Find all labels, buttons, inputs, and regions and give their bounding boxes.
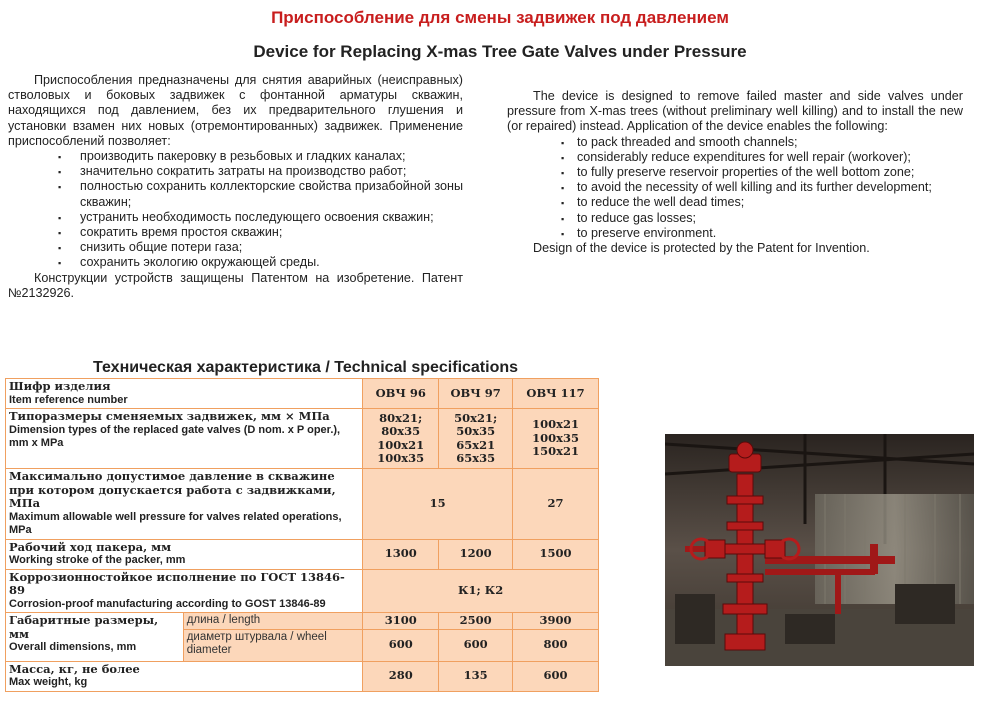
- table-cell: 1500: [513, 539, 599, 569]
- russian-intro: Приспособления предназначены для снятия аварийных (неисправных) стволовых и боковых задвижек с фонтанной арматуры скважин, находящихся под давлением, без их предварительного глушения и установки взамен них новых (отремонтированных) задвижек. Применение приспособлений позволяет:: [8, 73, 463, 148]
- table-cell: 3900: [513, 613, 599, 630]
- table-cell: 27: [513, 469, 599, 540]
- list-item-text: полностью сохранить коллекторские свойства призабойной зоны скважин;: [80, 179, 463, 209]
- bullet-icon: ▪: [58, 182, 62, 193]
- table-cell: 3100: [363, 613, 439, 630]
- table-row: [6, 379, 599, 409]
- bullet-icon: ▪: [58, 167, 62, 178]
- table-row: [6, 539, 599, 569]
- english-intro: The device is designed to remove failed master and side valves under pressure from X-mas trees (without preliminary well killing) and to install the new (or repaired) instead. Application of the device enables the following:: [507, 89, 963, 134]
- label-ru: Шифр изделия: [9, 379, 111, 393]
- table-cell: 2500: [439, 613, 513, 630]
- list-item: [561, 134, 963, 150]
- label-en: Overall dimensions, mm: [9, 641, 137, 653]
- bullet-icon: ▪: [561, 198, 565, 209]
- list-item-text: considerably reduce expenditures for well repair (workover);: [577, 149, 911, 164]
- mass-label: [6, 661, 363, 691]
- bullet-icon: ▪: [561, 213, 565, 224]
- list-item: [58, 164, 463, 179]
- table-cell: 1300: [363, 539, 439, 569]
- table-row: [6, 661, 599, 691]
- list-item-text: значительно сократить затраты на производство работ;: [80, 164, 407, 179]
- label-en: Maximum allowable well pressure for valves related operations, MPa: [9, 510, 342, 536]
- label-en: Max weight, kg: [9, 676, 88, 688]
- table-cell: 50x21; 50x35 65x21 65x35: [439, 409, 513, 469]
- label-en: Dimension types of the replaced gate valves (D nom. x P oper.), mm x MPa: [9, 423, 341, 449]
- list-item-text: производить пакеровку в резьбовых и гладких каналах;: [80, 149, 406, 164]
- label-ru: Габаритные размеры, мм: [9, 613, 159, 641]
- item-label: [6, 379, 363, 409]
- dimensions-label: [6, 409, 363, 469]
- label-ru: Типоразмеры сменяемых задвижек, мм × МПа: [9, 409, 330, 423]
- bullet-icon: ▪: [561, 168, 565, 179]
- list-item-text: устранить необходимость последующего освоения скважин;: [80, 209, 434, 224]
- bullet-icon: ▪: [58, 258, 62, 269]
- list-item: [561, 180, 963, 195]
- list-item: [58, 149, 463, 164]
- table-cell: 600: [513, 661, 599, 691]
- table-cell: 1200: [439, 539, 513, 569]
- english-benefits-list: [507, 135, 963, 241]
- list-item: [561, 225, 963, 241]
- list-item: [58, 225, 463, 240]
- table-cell: 15: [363, 469, 513, 540]
- bullet-icon: ▪: [561, 152, 565, 163]
- bullet-icon: ▪: [58, 228, 62, 239]
- label-en: Working stroke of the packer, mm: [9, 554, 186, 566]
- english-patent: Design of the device is protected by the Patent for Invention.: [533, 241, 870, 256]
- bullet-icon: ▪: [58, 212, 62, 223]
- list-item-text: снизить общие потери газа;: [80, 240, 243, 255]
- list-item: [561, 165, 963, 180]
- list-item: [58, 255, 463, 270]
- title-english: Device for Replacing X-mas Tree Gate Valves under Pressure: [253, 42, 747, 61]
- bullet-icon: ▪: [561, 137, 565, 148]
- bullet-icon: ▪: [561, 228, 565, 239]
- table-row: [6, 409, 599, 469]
- russian-description: [8, 73, 463, 301]
- english-description: [507, 89, 963, 256]
- title-russian: Приспособление для смены задвижек под давлением: [271, 8, 729, 27]
- list-item-text: to preserve environment.: [577, 225, 717, 240]
- model-header: ОВЧ 117: [513, 379, 599, 409]
- overall-label: [6, 613, 184, 662]
- table-cell: 280: [363, 661, 439, 691]
- stroke-label: [6, 539, 363, 569]
- russian-benefits-list: [8, 149, 463, 271]
- table-row: [6, 469, 599, 540]
- list-item-text: сохранить экологию окружающей среды.: [80, 255, 320, 270]
- table-cell: 80x21; 80x35 100x21 100x35: [363, 409, 439, 469]
- model-header: ОВЧ 97: [439, 379, 513, 409]
- bullet-icon: ▪: [58, 152, 62, 163]
- wheel-label: диаметр штурвала / wheel diameter: [183, 629, 363, 661]
- table-cell: К1; К2: [363, 569, 599, 613]
- wellhead-photo: [665, 434, 974, 666]
- specs-title: Техническая характеристика / Technical specifications: [93, 359, 519, 376]
- table-row: [6, 613, 599, 630]
- table-cell: 100x21 100x35 150x21: [513, 409, 599, 469]
- list-item-text: сократить время простоя скважин;: [80, 225, 283, 240]
- pressure-label: [6, 469, 363, 540]
- list-item-text: to fully preserve reservoir properties of the well bottom zone;: [577, 165, 915, 180]
- list-item-text: to reduce gas losses;: [577, 210, 697, 225]
- specs-table: [5, 378, 599, 692]
- model-header: ОВЧ 96: [363, 379, 439, 409]
- list-item-text: to pack threaded and smooth channels;: [577, 134, 798, 149]
- corrosion-label: [6, 569, 363, 613]
- label-ru: Рабочий ход пакера, мм: [9, 539, 172, 554]
- label-en: Item reference number: [9, 393, 128, 406]
- table-cell: 600: [439, 629, 513, 661]
- list-item: [58, 240, 463, 255]
- label-en: Corrosion-proof manufacturing according to GOST 13846-89: [9, 597, 326, 610]
- table-cell: 800: [513, 629, 599, 661]
- list-item: [58, 209, 463, 225]
- list-item: [561, 195, 963, 210]
- list-item: [561, 210, 963, 226]
- list-item-text: to reduce the well dead times;: [577, 195, 745, 210]
- label-ru: Коррозионностойкое исполнение по ГОСТ 13846-89: [9, 569, 345, 597]
- bullet-icon: ▪: [58, 243, 62, 254]
- label-ru: Масса, кг, не более: [9, 661, 140, 676]
- list-item-text: to avoid the necessity of well killing and its further development;: [577, 180, 932, 195]
- bullet-icon: ▪: [561, 183, 565, 194]
- length-label: длина / length: [183, 613, 363, 630]
- table-cell: 600: [363, 629, 439, 661]
- table-row: [6, 569, 599, 613]
- russian-patent: Конструкции устройств защищены Патентом на изобретение. Патент №2132926.: [8, 270, 463, 300]
- list-item: [561, 149, 963, 165]
- table-cell: 135: [439, 661, 513, 691]
- label-ru: Максимально допустимое давление в скважине при котором допускается работа с задвижками, МПа: [9, 469, 336, 510]
- list-item: [58, 179, 463, 209]
